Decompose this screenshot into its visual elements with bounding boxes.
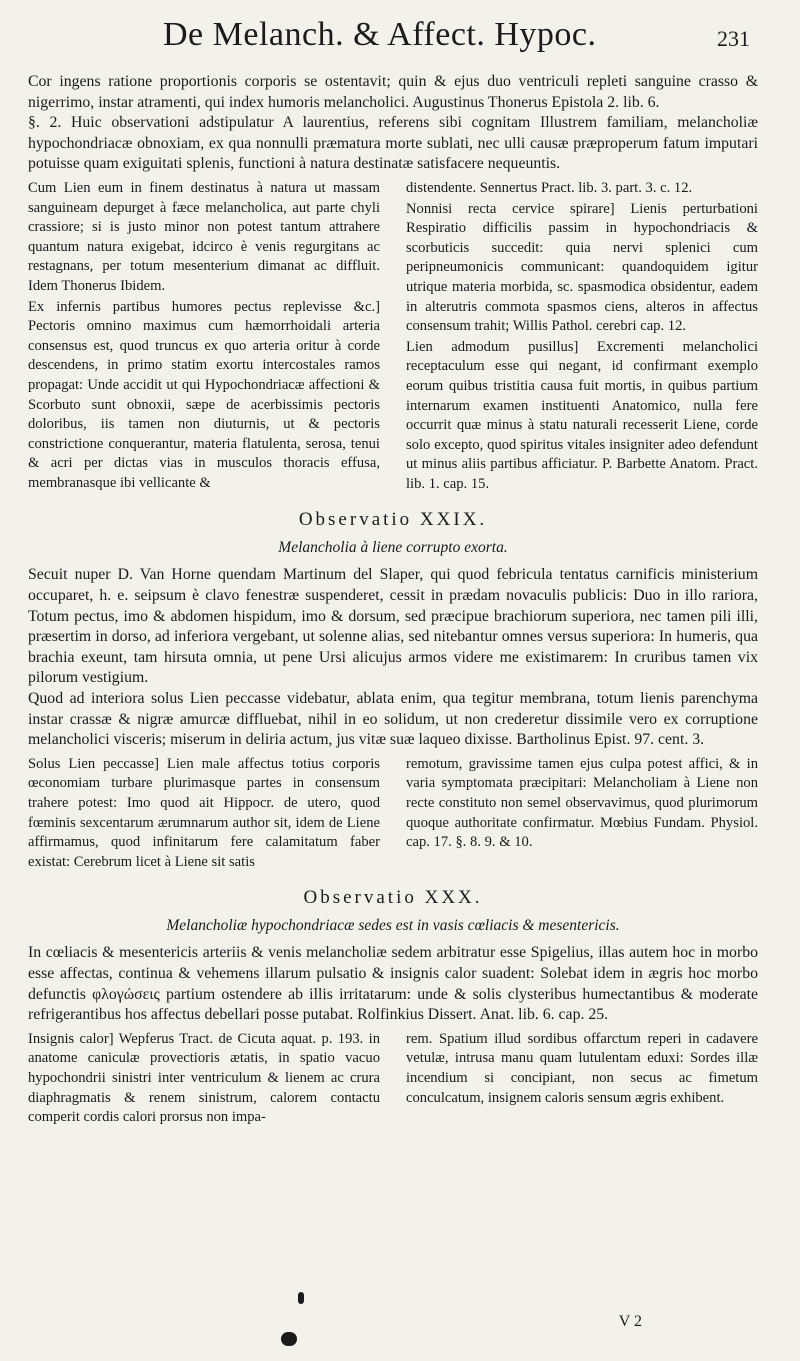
commentary-note: Cum Lien eum in finem destinatus à natura ut massam sanguineam depurget à fæce melancholica, aut parte chyli crassiore; si is justo minor non potest tantum attrahere quantum natura exigebat, idcirco è venis regurgitans ac restagnans, per totum mesenterium dimanat ac diffluit. Idem Thonerus Ibidem. <box>28 179 380 294</box>
ink-blot-icon <box>281 1332 297 1346</box>
running-head <box>28 0 758 72</box>
commentary-columns-top <box>28 179 758 496</box>
observation-29-paragraph-2: Quod ad interiora solus Lien peccasse videbatur, ablata enim, qua tegitur membrana, totum lienis parenchyma instar crassæ & nigræ amurcæ diffluebat, nihil in eo solidum, ut non crederetur dissimile vero ex corruptione melancholici visceris; miserum in deliria actum, jus vitæ suæ laqueo dixisse. Bartholinus Epist. 97. cent. 3. <box>28 690 758 749</box>
commentary-note: Nonnisi recta cervice spirare] Lienis perturbationi Respiratio difficilis passim in hypochondriacis & scorbuticis succedit: quia nervi splenici cum peripneumonicis communicant: quandoquidem igitur utrique materia morbida, sc. spasmodica obsidentur, eadem in alterutris commota spasmos ciens, alteros in affectus consensum trahit; Willis Pathol. cerebri cap. 12. <box>406 200 758 335</box>
commentary-note: Ex infernis partibus humores pectus replevisse &c.] Pectoris omnino maximus cum hæmorrhoidali arteria consensus est, quod truncus ex quo arteria oritur à corde descendens, in primo statim exortu intercostales ramos propagat: Unde accidit ut qui Hypochondriacæ affectioni & Scorbuto sunt obnoxii, sæpe de acerbissimis pectoris doloribus, iis tamen non diuturnis, ut & pectoris constrictione conquerantur, materia flatulenta, serosa, tenui & acri per dictas vias in musculos thoracis effusa, membranasque ibi vellicante & <box>28 298 380 491</box>
signature-mark: V 2 <box>618 1313 642 1330</box>
commentary-note: Lien admodum pusillus] Excrementi melancholici receptaculum esse qui negant, id confirmant exemplo eorum quibus tristitia causa fuit mortis, in quibus partium internarum examen instituenti Anatomico, nulla fere occurrit quæ minus à statu naturali recesserit Liene, corde solo excepto, quod spiritus vitales insigniter adeo defendunt ut minus aliis partibus afficiatur. P. Barbette Anatom. Pract. lib. 1. cap. 15. <box>406 338 758 492</box>
commentary-column-right <box>406 179 758 496</box>
commentary-columns-bottom <box>28 1030 758 1129</box>
commentary-note: Insignis calor] Wepferus Tract. de Cicuta aquat. p. 193. in anatome caniculæ provectioris ætatis, in spatio vacuo hypochondrii sinistri inter ventriculum & lienem ac crura diaphragmatis & renem sinistrum, calorem contactu comperit cordis calori prorsus non impa- <box>28 1030 380 1126</box>
commentary-column-right <box>406 1030 758 1129</box>
commentary-note: distendente. Sennertus Pract. lib. 3. part. 3. c. 12. <box>406 179 693 196</box>
intro-paragraph-2: §. 2. Huic observationi adstipulatur A laurentius, referens sibi cognitam Illustrem familiam, melancholiæ hypochondriacæ obnoxiam, ex qua nonnulli præmatura morte sublati, nec ulli causæ præproperum fatum imputari potuisse quam exiguitati splenis, functioni à natura destinatæ satisfacere nequeuntis. <box>28 114 758 173</box>
intro-paragraph-1: Cor ingens ratione proportionis corporis se ostentavit; quin & ejus duo ventriculi repleti sanguine crasso & nigerrimo, instar atramenti, qui index humoris melancholici. Augustinus Thonerus Epistola 2. lib. 6. <box>28 73 758 111</box>
observation-29-paragraph-1: Secuit nuper D. Van Horne quendam Martinum del Slaper, qui quod febricula tentatus carnificis ministerium occuparet, h. e. seipsum è clavo fenestræ suspenderet, cessit in prædam novaculis publicis: Duo in illo rariora, Totum pectus, imo & abdomen hispidum, imo & dorsum, sed præcipue brachiorum superiora, nec tamen pili illi, præsertim in dorso, ad inferiora vergebant, ut solenne alias, sed nitebantur omnes versus superiora: In humeris, qua brachia exeunt, tam hirsuta omnia, ut pene Ursi alicujus armos videre me existimarem: In cruribus tamen vix pilorum vestigium. <box>28 566 758 687</box>
commentary-column-left <box>28 755 380 874</box>
commentary-column-left <box>28 1030 380 1129</box>
ink-blot-icon <box>298 1292 304 1304</box>
observation-30-paragraph-1: In cœliacis & mesentericis arteriis & venis melancholiæ sedem arbitratur esse Spigelius, illas autem hoc in morbo esse affectas, continua & vehemens illarum pulsatio & insignis calor suadent: Solebat idem in ægris hoc morbo defunctis φλογώσεις partium ostendere ab illis irritatarum: unde & solis clysteribus humectantibus & moderate refrigerantibus hos affectus debellari posse putabat. Rolfinkius Dissert. Anat. lib. 6. cap. 25. <box>28 944 758 1024</box>
observation-29-heading: Observatio XXIX. <box>298 509 488 531</box>
commentary-note: Solus Lien peccasse] Lien male affectus totius corporis œconomiam turbare plurimasque partes in consensum trahere potest: Imo quod ait Hippocr. de utero, quod fœminis sexcentarum ærumnarum author sit, idem de Liene affirmamus, quod infinitarum fere calamitatum faber existat: Cerebrum licet à Liene sit satis <box>28 755 380 870</box>
commentary-column-left <box>28 179 380 496</box>
commentary-column-right <box>406 755 758 874</box>
observation-29-subtitle: Melancholia à liene corrupto exorta. <box>278 539 508 557</box>
running-title: De Melanch. & Affect. Hypoc. <box>163 16 597 53</box>
observation-30-subtitle: Melancholiæ hypochondriacæ sedes est in vasis cœliacis & mesentericis. <box>166 917 620 935</box>
commentary-note: rem. Spatium illud sordibus offarctum reperi in cadavere vetulæ, intrusa manu quam lutulentam eduxi: Sordes illæ incendium si concipiant, non secus ac fimetum conculcatum, insignem caloris sensum ægris exhibent. <box>406 1030 758 1106</box>
commentary-columns-middle <box>28 755 758 874</box>
commentary-note: remotum, gravissime tamen ejus culpa potest affici, & in varia symptomata præcipitari: Melancholiam à Liene non recte constituto non semel observavimus, quod plurimorum quoque authoritate confirmatur. Mœbius Fundam. Physiol. cap. 17. §. 8. 9. & 10. <box>406 755 758 851</box>
observation-30-heading: Observatio XXX. <box>303 887 483 909</box>
page-number: 231 <box>717 26 750 51</box>
